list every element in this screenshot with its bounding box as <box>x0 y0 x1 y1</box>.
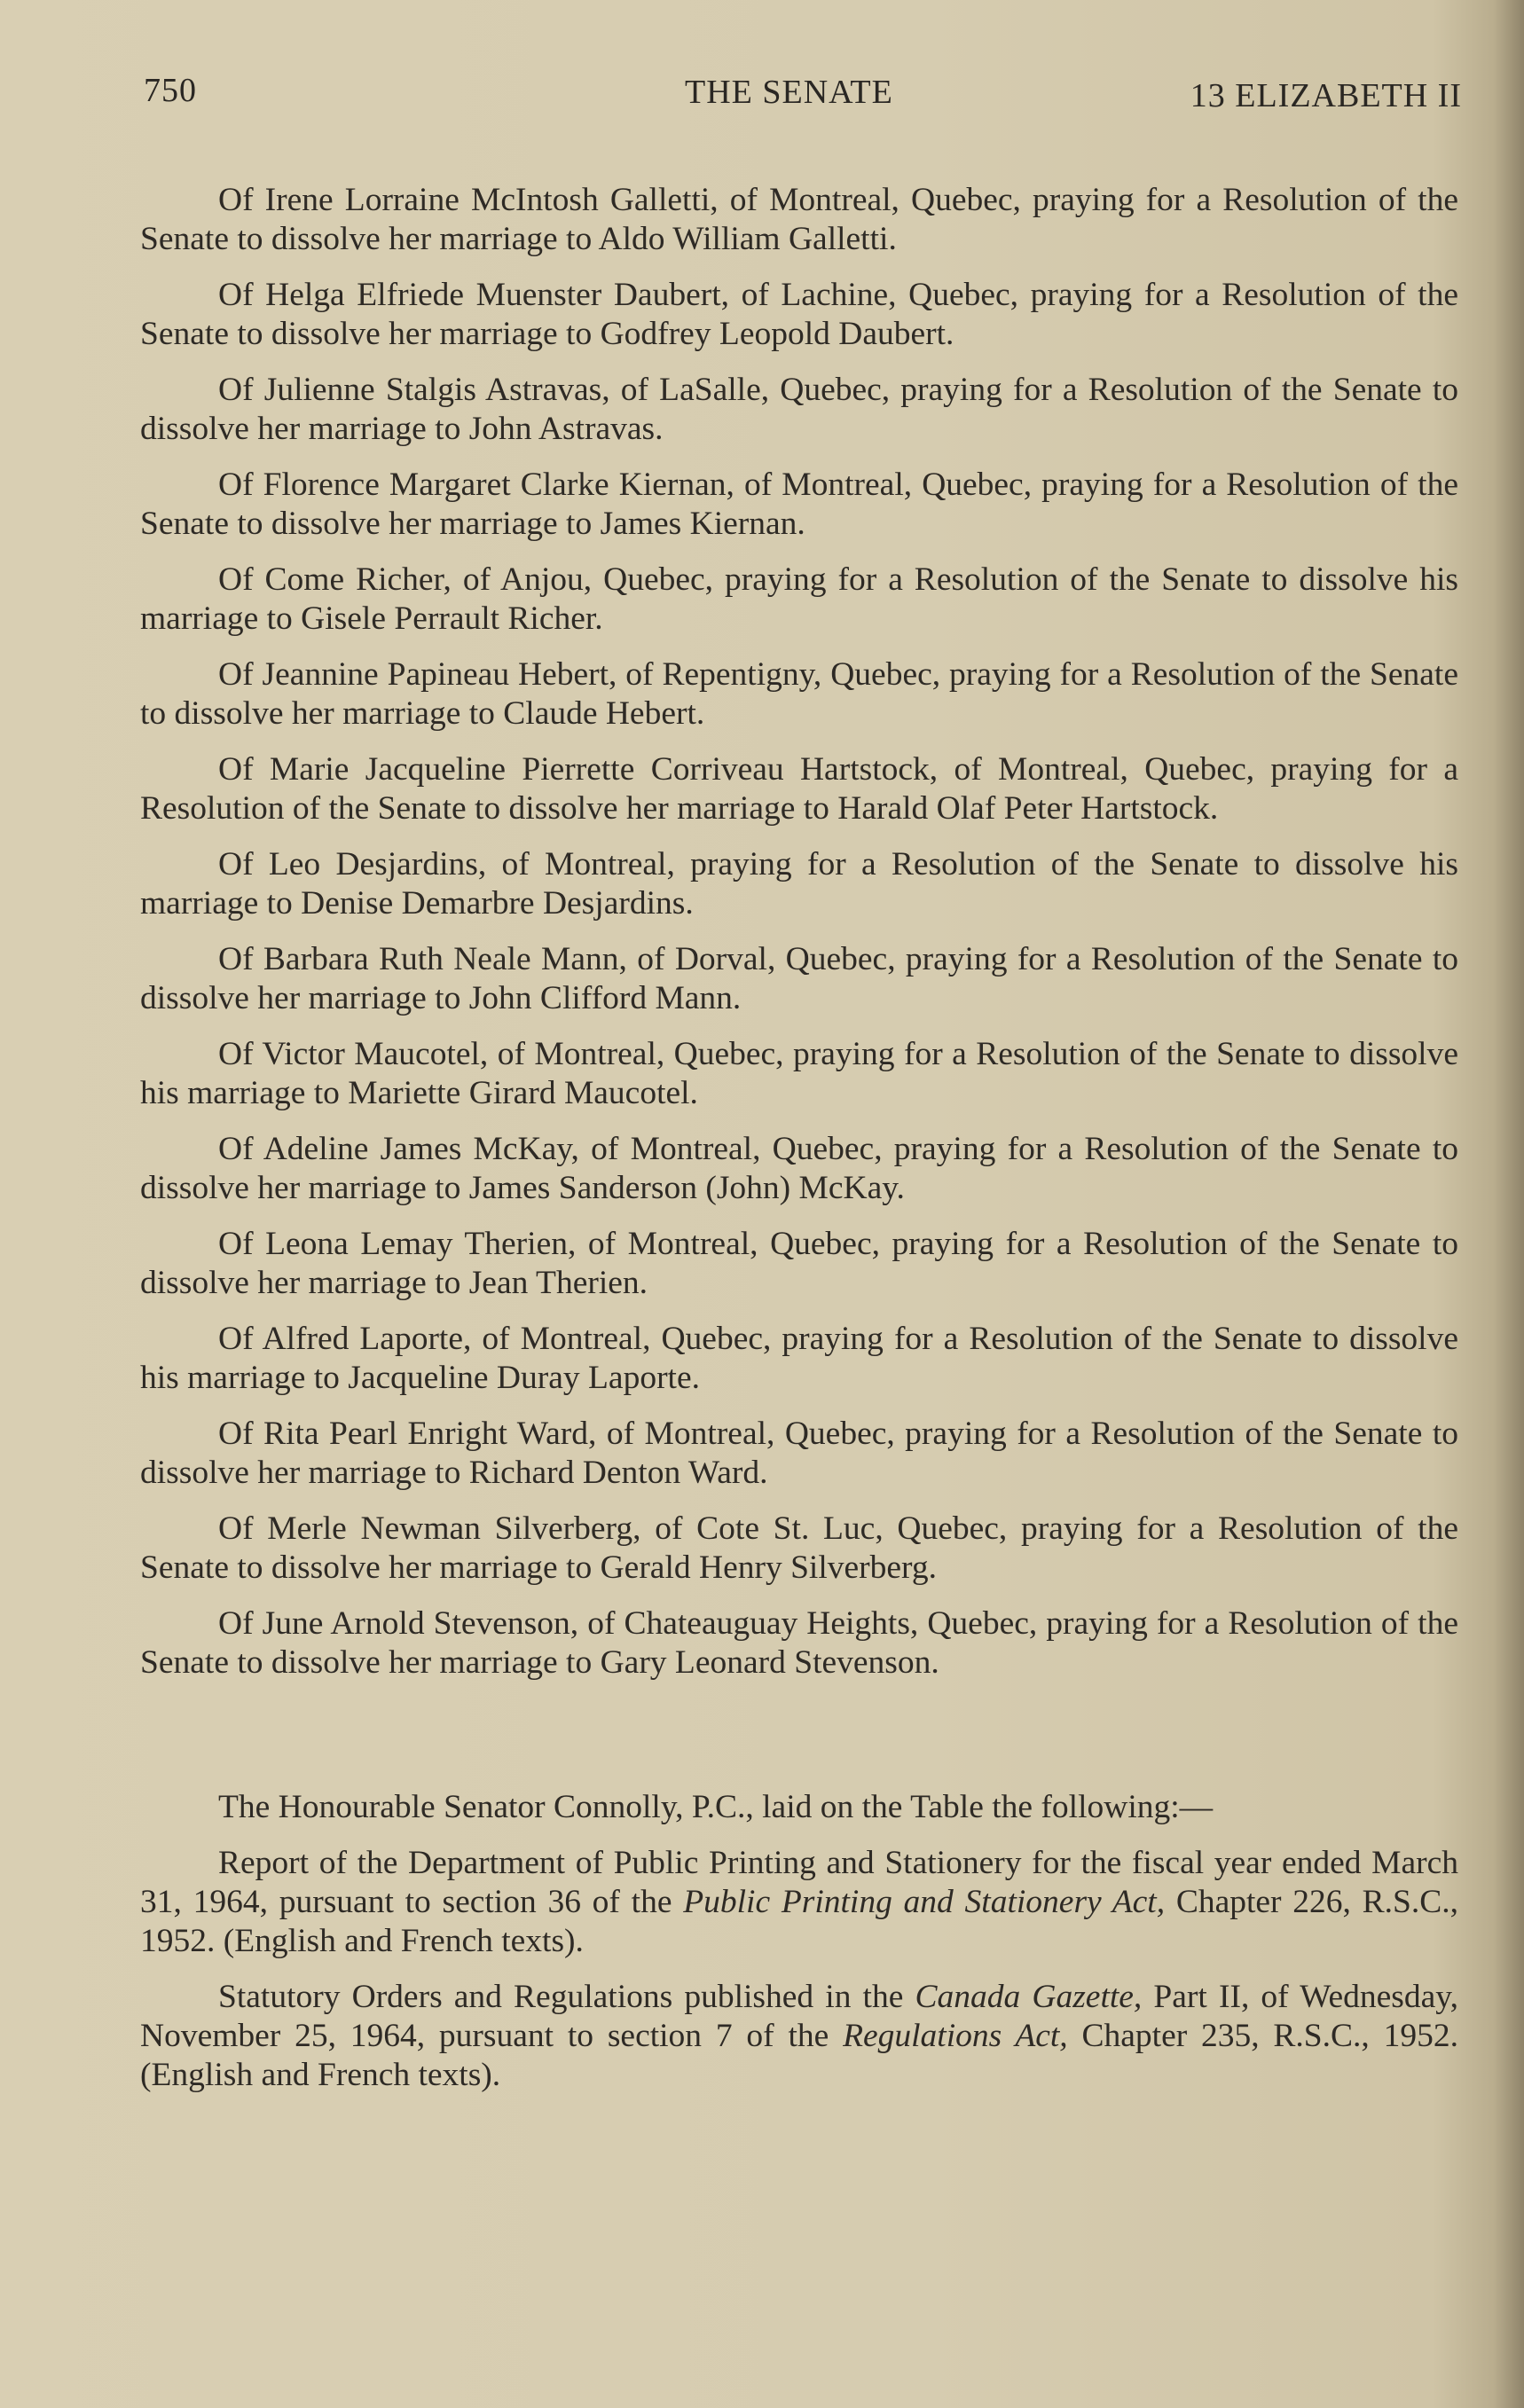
regnal-year: 13 ELIZABETH II <box>1190 77 1462 114</box>
petition-paragraph: Of Merle Newman Silverberg, of Cote St. Luc, Quebec, praying for a Resolution of the Senate to dissolve her marriage to Gerald Henry Silverberg. <box>140 1510 1458 1586</box>
tabled-orders <box>140 1978 1458 2095</box>
petition-paragraph: Of Jeannine Papineau Hebert, of Repentigny, Quebec, praying for a Resolution of the Senate to dissolve her marriage to Claude Hebert. <box>140 656 1458 732</box>
petition-paragraph: Of Come Richer, of Anjou, Quebec, praying for a Resolution of the Senate to dissolve his marriage to Gisele Perrault Richer. <box>140 561 1458 637</box>
petition-paragraph: Of Leo Desjardins, of Montreal, praying for a Resolution of the Senate to dissolve his marriage to Denise Demarbre Desjardins. <box>140 846 1458 922</box>
tabled-report <box>140 1844 1458 1961</box>
petition-paragraph: Of Marie Jacqueline Pierrette Corriveau Hartstock, of Montreal, Quebec, praying for a Resolution of the Senate to dissolve her marriage to Harald Olaf Peter Hartstock. <box>140 751 1458 827</box>
petition-paragraph: Of Adeline James McKay, of Montreal, Quebec, praying for a Resolution of the Senate to dissolve her marriage to James Sanderson (John) McKay. <box>140 1131 1458 1206</box>
petition-paragraph: Of Leona Lemay Therien, of Montreal, Quebec, praying for a Resolution of the Senate to dissolve her marriage to Jean Therien. <box>140 1226 1458 1301</box>
section-gap <box>140 1699 1458 1788</box>
petition-paragraph: Of Barbara Ruth Neale Mann, of Dorval, Quebec, praying for a Resolution of the Senate to dissolve her marriage to John Clifford Mann. <box>140 941 1458 1016</box>
report-text-before: Report of the Department of Public Printing and Stationery for the fiscal year ended March 31, 1964, pursuant to section 36 of the <box>140 1845 1458 1920</box>
tabled-intro: The Honourable Senator Connolly, P.C., laid on the Table the following:— <box>218 1789 1214 1825</box>
petition-paragraph: Of Helga Elfriede Muenster Daubert, of Lachine, Quebec, praying for a Resolution of the Senate to dissolve her marriage to Godfrey Leopold Daubert. <box>140 277 1458 352</box>
petition-paragraph: Of Julienne Stalgis Astravas, of LaSalle, Quebec, praying for a Resolution of the Senate to dissolve her marriage to John Astravas. <box>140 372 1458 447</box>
journal-title: THE SENATE <box>685 74 893 111</box>
orders-text-middle: Part II, of Wednesday, November 25, 1964, pursuant to section 7 of the <box>140 1979 1458 2054</box>
report-act-title: Public Printing and Stationery Act, <box>683 1884 1166 1920</box>
petition-paragraph: Of June Arnold Stevenson, of Chateauguay Heights, Quebec, praying for a Resolution of the Senate to dissolve her marriage to Gary Leonard Stevenson. <box>140 1605 1458 1681</box>
orders-text-before: Statutory Orders and Regulations published in the <box>218 1979 915 2015</box>
orders-gazette-title: Canada Gazette, <box>915 1979 1143 2015</box>
report-text-after: Chapter 226, R.S.C., 1952. (English and French texts). <box>140 1884 1459 1959</box>
orders-text-after: Chapter 235, R.S.C., 1952. (English and French texts). <box>140 2018 1458 2093</box>
orders-act-title: Regulations Act, <box>843 2018 1068 2054</box>
petition-paragraph: Of Rita Pearl Enright Ward, of Montreal, Quebec, praying for a Resolution of the Senate to dissolve her marriage to Richard Denton Ward. <box>140 1416 1458 1491</box>
petition-paragraph: Of Victor Maucotel, of Montreal, Quebec, praying for a Resolution of the Senate to dissolve his marriage to Mariette Girard Maucotel. <box>140 1036 1458 1111</box>
petition-paragraph: Of Irene Lorraine McIntosh Galletti, of Montreal, Quebec, praying for a Resolution of the Senate to dissolve her marriage to Aldo William Galletti. <box>140 182 1458 257</box>
running-head <box>144 71 1462 124</box>
page-number: 750 <box>144 72 197 109</box>
petition-paragraph: Of Alfred Laporte, of Montreal, Quebec, praying for a Resolution of the Senate to dissolve his marriage to Jacqueline Duray Laporte. <box>140 1321 1458 1396</box>
petition-paragraph: Of Florence Margaret Clarke Kiernan, of Montreal, Quebec, praying for a Resolution of the Senate to dissolve her marriage to James Kiernan. <box>140 467 1458 542</box>
page-body <box>140 181 1458 2112</box>
